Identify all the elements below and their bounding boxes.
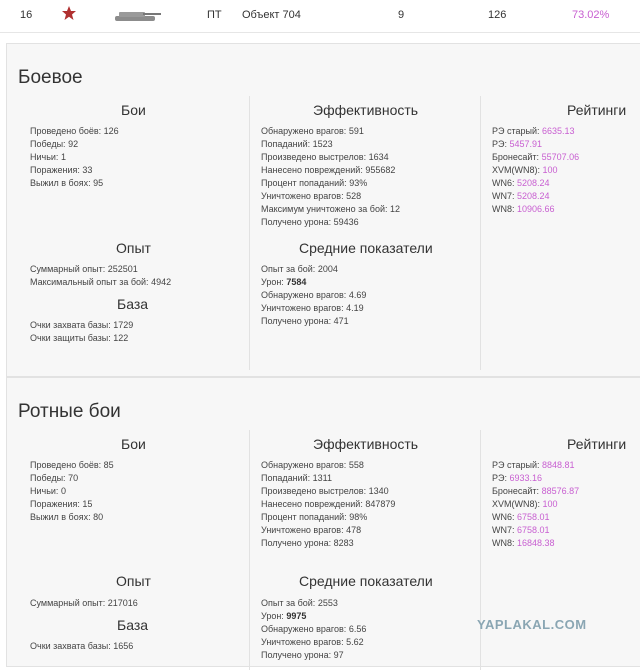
stat-line: Урон: 7584	[261, 277, 307, 287]
stat-line: Очки захвата базы: 1656	[30, 641, 134, 651]
stat-line: Произведено выстрелов: 1340	[261, 486, 389, 496]
stat-line: Произведено выстрелов: 1634	[261, 152, 389, 162]
stat-line: Суммарный опыт: 252501	[30, 264, 138, 274]
column-divider	[480, 430, 481, 670]
stat-line: Обнаружено врагов: 558	[261, 460, 364, 470]
stat-line: Получено урона: 97	[261, 650, 344, 660]
stat-line: Получено урона: 471	[261, 316, 349, 326]
column-divider	[249, 430, 250, 670]
vehicle-tier: 9	[398, 9, 405, 21]
experience-heading: Опыт	[116, 573, 151, 589]
rating-line: РЭ: 5457.91	[492, 139, 543, 149]
stat-line: Поражения: 33	[30, 165, 93, 175]
column-divider	[249, 96, 250, 370]
stat-line: Максимальный опыт за бой: 4942	[30, 277, 172, 287]
section-title: Боевое	[18, 67, 83, 88]
stat-line: Опыт за бой: 2004	[261, 264, 338, 274]
rating-line: РЭ: 6933.16	[492, 473, 543, 483]
stat-line: Уничтожено врагов: 528	[261, 191, 362, 201]
experience-heading: Опыт	[116, 240, 151, 256]
base-heading: База	[117, 296, 149, 312]
ratings-heading: Рейтинги	[567, 102, 627, 118]
tank-icon	[113, 7, 163, 23]
rating-line: WN8: 10906.66	[492, 204, 555, 214]
stat-line: Поражения: 15	[30, 499, 93, 509]
battles-heading: Бои	[121, 102, 146, 118]
stat-line: Выжил в боях: 80	[30, 512, 104, 522]
vehicle-row[interactable]	[0, 0, 640, 33]
premium-star-icon	[61, 5, 77, 21]
stat-line: Суммарный опыт: 217016	[30, 598, 138, 608]
stat-line: Проведено боёв: 126	[30, 126, 119, 136]
rating-line: XVM(WN8): 100	[492, 165, 558, 175]
row-number: 16	[20, 9, 33, 21]
stat-line: Обнаружено врагов: 4.69	[261, 290, 367, 300]
base-heading: База	[117, 617, 149, 633]
stat-line: Процент попаданий: 93%	[261, 178, 368, 188]
efficiency-heading: Эффективность	[313, 436, 419, 452]
stat-line: Ничьи: 0	[30, 486, 66, 496]
rating-line: WN7: 5208.24	[492, 191, 550, 201]
stat-line: Обнаружено врагов: 591	[261, 126, 364, 136]
vehicle-winrate: 73.02%	[572, 9, 610, 21]
stat-line: Нанесено повреждений: 847879	[261, 499, 396, 509]
efficiency-heading: Эффективность	[313, 102, 419, 118]
ratings-heading: Рейтинги	[567, 436, 627, 452]
section-combat	[6, 43, 640, 377]
vehicle-battles: 126	[488, 9, 507, 21]
stat-line: Получено урона: 59436	[261, 217, 359, 227]
rating-line: WN8: 16848.38	[492, 538, 555, 548]
rating-line: WN6: 5208.24	[492, 178, 550, 188]
stat-line: Уничтожено врагов: 5.62	[261, 637, 364, 647]
rating-line: Бронесайт: 88576.87	[492, 486, 580, 496]
stat-line: Получено урона: 8283	[261, 538, 354, 548]
rating-line: РЭ старый: 6635.13	[492, 126, 575, 136]
stat-line: Ничьи: 1	[30, 152, 66, 162]
rating-line: WN7: 6758.01	[492, 525, 550, 535]
rating-line: Бронесайт: 55707.06	[492, 152, 580, 162]
rating-line: XVM(WN8): 100	[492, 499, 558, 509]
stat-line: Очки защиты базы: 122	[30, 333, 129, 343]
stat-line: Попаданий: 1311	[261, 473, 333, 483]
rating-line: РЭ старый: 8848.81	[492, 460, 575, 470]
stat-line: Опыт за бой: 2553	[261, 598, 338, 608]
stat-line: Уничтожено врагов: 478	[261, 525, 362, 535]
stat-line: Попаданий: 1523	[261, 139, 333, 149]
stat-line: Обнаружено врагов: 6.56	[261, 624, 367, 634]
stat-line: Очки захвата базы: 1729	[30, 320, 134, 330]
watermark: YAPLAKAL.COM	[477, 617, 587, 632]
column-divider	[480, 96, 481, 370]
averages-heading: Средние показатели	[299, 240, 433, 256]
vehicle-name: Объект 704	[242, 9, 301, 21]
rating-line: WN6: 6758.01	[492, 512, 550, 522]
stat-line: Уничтожено врагов: 4.19	[261, 303, 364, 313]
stat-line: Нанесено повреждений: 955682	[261, 165, 396, 175]
section-title: Ротные бои	[18, 401, 121, 422]
stat-line: Проведено боёв: 85	[30, 460, 114, 470]
stat-line: Урон: 9975	[261, 611, 307, 621]
vehicle-type: ПТ	[207, 9, 222, 21]
averages-heading: Средние показатели	[299, 573, 433, 589]
stat-line: Максимум уничтожено за бой: 12	[261, 204, 401, 214]
stat-line: Победы: 70	[30, 473, 79, 483]
stat-line: Процент попаданий: 98%	[261, 512, 368, 522]
stat-line: Выжил в боях: 95	[30, 178, 104, 188]
stat-line: Победы: 92	[30, 139, 79, 149]
battles-heading: Бои	[121, 436, 146, 452]
